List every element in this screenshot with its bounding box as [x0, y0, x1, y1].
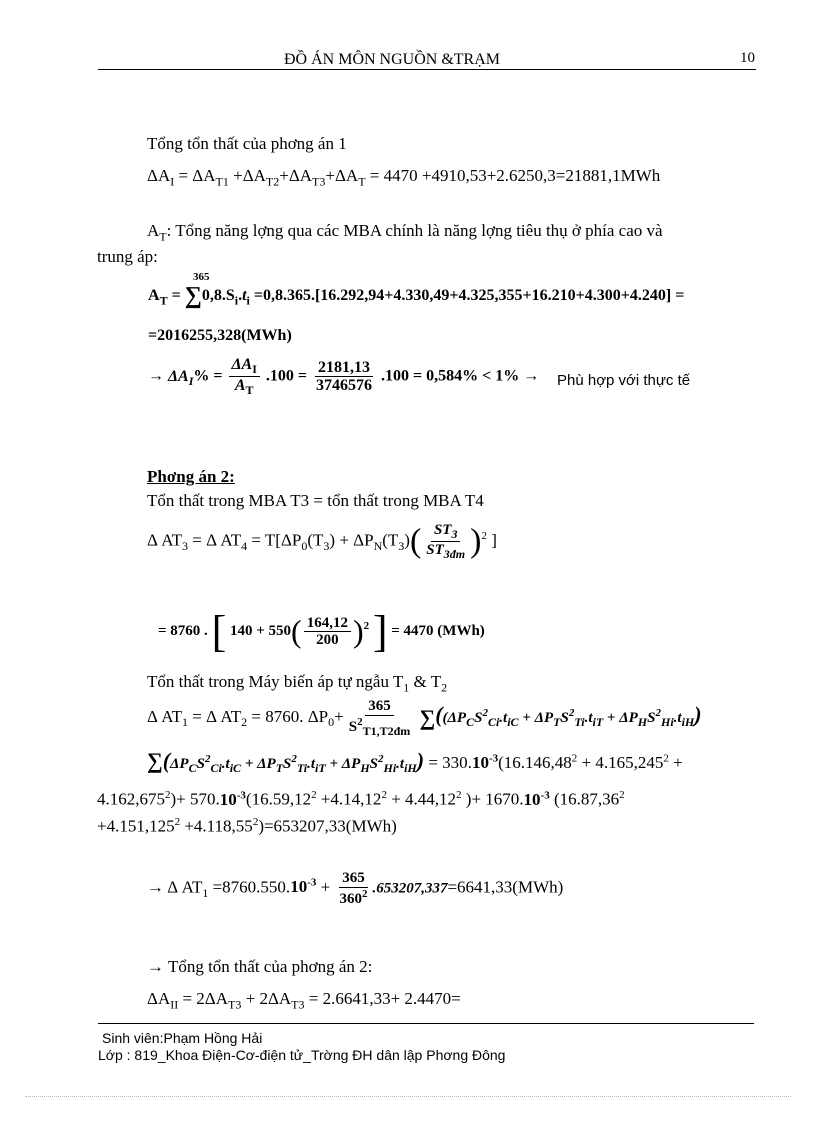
tot2-label: → Tổng tổn thất của phơng án 2: — [147, 957, 373, 976]
pct-note: Phù hợp với thực tế — [557, 372, 691, 389]
header-rule — [98, 69, 756, 70]
at1-result: → Δ $AT_1 =8760.550.10^{-3}$ + $\frac{365}{360^2}$ .653207,337=6641,33(MWh) — [147, 870, 564, 907]
header-title: ĐỒ ÁN MÔN NGUỒN &TRẠM — [284, 51, 500, 68]
at1-formula: Δ $AT_1 = \Delta$ $AT_2 = 8760$. $\Delta P_0+$ $\frac{365}{S^2_{T1,T2đm}}$ $\sum((\Delta P_CS^2_{Ci}.t_{iC} + \Delta P_TS^2_{Ti}.t_{iT} + \Delta P_HS^2_{Hi}.t_{iH})$ — [147, 698, 702, 738]
page-bottom-dotted-line — [25, 1096, 791, 1097]
section-title-pa2: Phơng án 2: — [147, 467, 235, 486]
at-formula: $A_T = \sum 0,8.S_i.t_i =0,8.365.[16.292,94+4.330,49+4.325,355+16.210+4.300+4.240]$ = — [148, 283, 685, 309]
pa2-at3-formula: Δ $AT_3 = \Delta$ $AT_4 = T[\Delta P_0(T_3) + \Delta P_N(T_3)$( $\frac{ST_3}{ST_{3đm}}$ )$^2$ ] — [147, 522, 497, 562]
p1-formula: $\Delta A_I = \Delta A_{T1} +\Delta A_{T2}+\Delta A_{T3}+\Delta A_T = 4470 +4910,53+2.6250,3=21881,1MWh$ — [147, 166, 661, 189]
at-result: =2016255,328(MWh) — [148, 327, 292, 344]
sum-line-a: $\sum(\Delta P_CS^2_{Ci}.t_{iC} + \Delta P_TS^2_{Ti}.t_{iT} + \Delta P_HS^2_{Hi}.t_{iH}) = 330.10^{-3}(16.146,48^2 + 4.165,245^2$ + — [147, 748, 683, 775]
pa2-calc: = 8760 . [ 140 + 550( $\frac{164,12}{200}$ )$^2$ ] = 4470 (MWh) — [158, 607, 485, 656]
page-number: 10 — [740, 50, 755, 66]
footer-student: Sinh viên:Phạm Hồng Hải — [102, 1030, 263, 1046]
sum-line-c: $+4.151,125^2 +4.118,55^2)=653207,33(MWh)$ — [97, 816, 397, 836]
at-description: $A_T$: Tổng năng lợng qua các MBA chính là năng lợng tiêu thụ ở phía cao và — [147, 221, 663, 244]
pct-formula: → $\Delta A_I\%$ = $\frac{\Delta A_I}{A_T}$ .100 = $\frac{2181,13}{3746576}$ .100 = 0,584% < 1% → — [148, 356, 540, 398]
footer-rule — [98, 1023, 754, 1024]
tn-title: Tổn thất trong Máy biến áp tự ngẫu $T_1$ & $T_2$ — [147, 672, 448, 695]
pa2-line1: Tổn thất trong MBA T3 = tổn thất trong MBA T4 — [147, 491, 484, 510]
at-sum-limit: 365 — [193, 271, 210, 283]
a2-formula: $\Delta A_{II} = 2\Delta A_{T3} + 2\Delta A_{T3} = 2.6641,33+ 2.4470=$ — [147, 989, 461, 1012]
footer-class: Lớp : 819_Khoa Điện-Cơ-điện tử_Trờng ĐH dân lập Phơng Đông — [98, 1047, 506, 1063]
sum-line-b: $4.162,675^2)+ 570.10^{-3}(16.59,12^2 +4.14,12^2 + 4.44,12^2$ )+ $1670.10^{-3}$ (16.87,36$^2$ — [97, 789, 625, 809]
at-description-2: trung áp: — [97, 247, 158, 266]
p1-label: Tổng tổn thất của phơng án 1 — [147, 134, 347, 153]
